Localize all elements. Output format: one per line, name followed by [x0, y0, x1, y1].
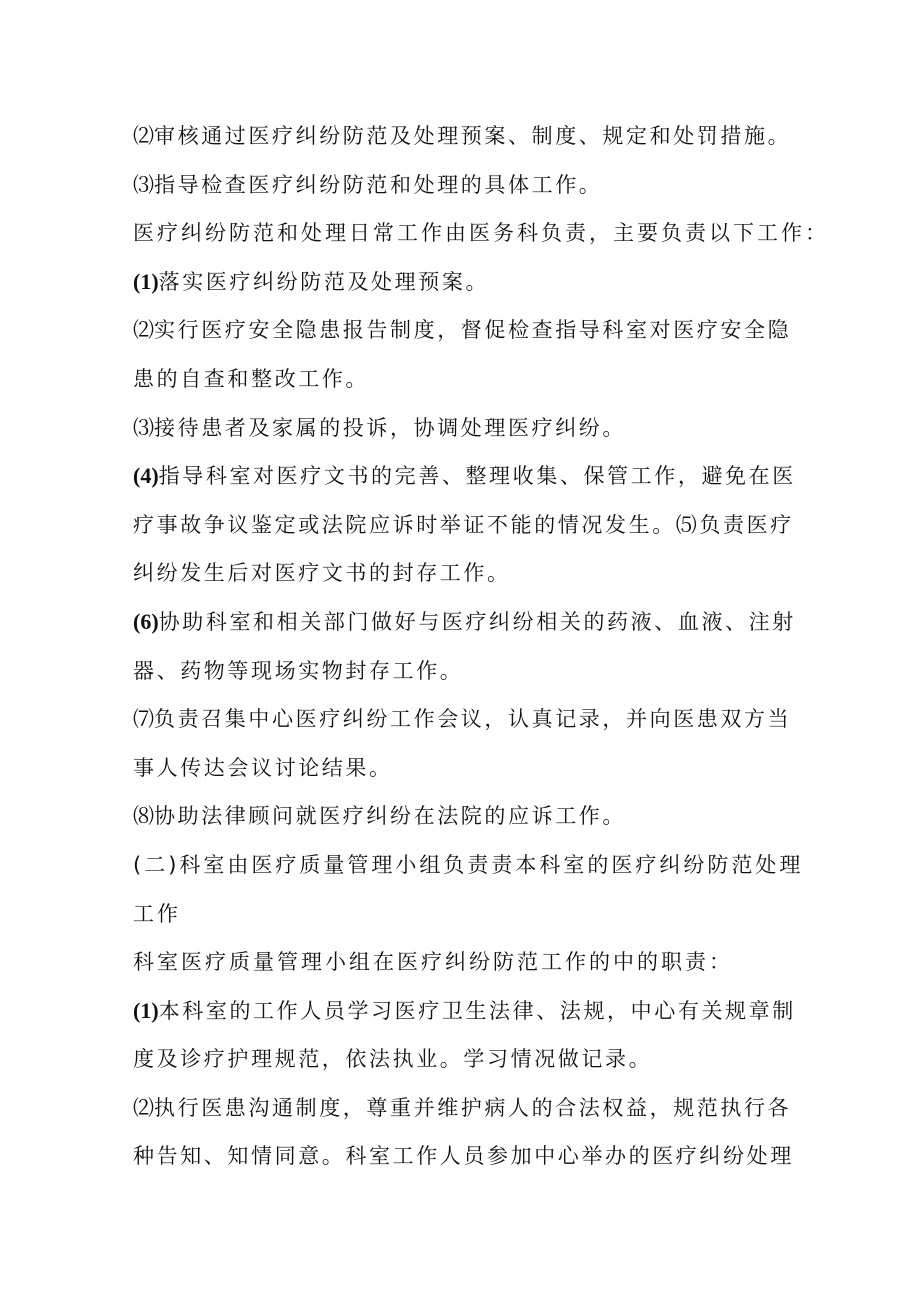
text-line	[133, 549, 860, 598]
item-number: (4)	[133, 463, 159, 489]
line-text: 本科室的工作人员学习医疗卫生法律、法规，中心有关规章制	[158, 998, 796, 1023]
text-line	[133, 112, 860, 161]
text-line	[133, 355, 860, 404]
text-line	[133, 792, 860, 841]
text-line	[133, 501, 860, 550]
line-text: 负责召集中心医疗纠纷工作会议，认真记录，并向医患双方当	[154, 707, 792, 732]
item-number: (6)	[133, 608, 159, 634]
line-text: 科室医疗质量管理小组在医疗纠纷防范工作的中的职责：	[133, 950, 733, 975]
line-text: 患的自查和整改工作。	[133, 366, 369, 391]
text-line	[133, 306, 860, 355]
item-number: ⑵	[133, 318, 154, 343]
text-line	[133, 938, 860, 987]
text-line	[133, 647, 860, 696]
line-text: 落实医疗纠纷防范及处理预案。	[158, 269, 490, 294]
text-line	[133, 1084, 860, 1133]
text-line	[133, 1035, 860, 1084]
item-number: ⑶	[133, 415, 154, 440]
line-text: 纠纷发生后对医疗文书的封存工作。	[133, 561, 511, 586]
section-heading	[133, 841, 860, 890]
line-text: 疗事故争议鉴定或法院应诉时举证不能的情况发生。⑸负责医疗	[133, 512, 794, 537]
text-line	[133, 258, 860, 307]
text-line	[133, 987, 860, 1036]
line-text: 医疗纠纷防范和处理日常工作由医务科负责，主要负责以下工作：	[133, 221, 829, 246]
text-line	[133, 598, 860, 647]
line-text: 指导检查医疗纠纷防范和处理的具体工作。	[154, 172, 603, 197]
line-text: 工作	[133, 901, 181, 926]
line-text: 实行医疗安全隐患报告制度，督促检查指导科室对医疗安全隐	[154, 318, 792, 343]
item-number: ⑻	[133, 804, 154, 829]
item-number: (1)	[133, 268, 159, 294]
line-text: 事人传达会议讨论结果。	[133, 755, 393, 780]
line-text: 指导科室对医疗文书的完善、整理收集、保管工作，避免在医	[158, 464, 796, 489]
text-line	[133, 161, 860, 210]
item-number: ⑺	[133, 707, 154, 732]
text-line	[133, 744, 860, 793]
line-text: 审核通过医疗纠纷防范及处理预案、制度、规定和处罚措施。	[154, 124, 792, 148]
line-text: 协助科室和相关部门做好与医疗纠纷相关的药液、血液、注射	[158, 609, 796, 634]
line-text: 接待患者及家属的投诉，协调处理医疗纠纷。	[154, 415, 626, 440]
line-text: 器、药物等现场实物封存工作。	[133, 658, 464, 683]
item-number: (1)	[133, 997, 159, 1023]
text-line	[133, 695, 860, 744]
text-line	[133, 1132, 860, 1181]
line-text: 度及诊疗护理规范，依法执业。学习情况做记录。	[133, 1047, 653, 1072]
text-line	[133, 209, 860, 258]
item-number: ⑵	[133, 124, 154, 148]
line-text: 执行医患沟通制度，尊重并维护病人的合法权益，规范执行各	[154, 1095, 792, 1120]
line-text: 协助法律顾问就医疗纠纷在法院的应诉工作。	[154, 804, 626, 829]
text-line	[133, 404, 860, 453]
line-text: 种告知、知情同意。科室工作人员参加中心举办的医疗纠纷处理	[133, 1144, 794, 1169]
item-number: ⑵	[133, 1095, 154, 1120]
line-text: (二)科室由医疗质量管理小组负责责本科室的医疗纠纷防范处理	[133, 852, 804, 877]
item-number: ⑶	[133, 172, 154, 197]
text-line	[133, 452, 860, 501]
section-heading	[133, 890, 860, 939]
